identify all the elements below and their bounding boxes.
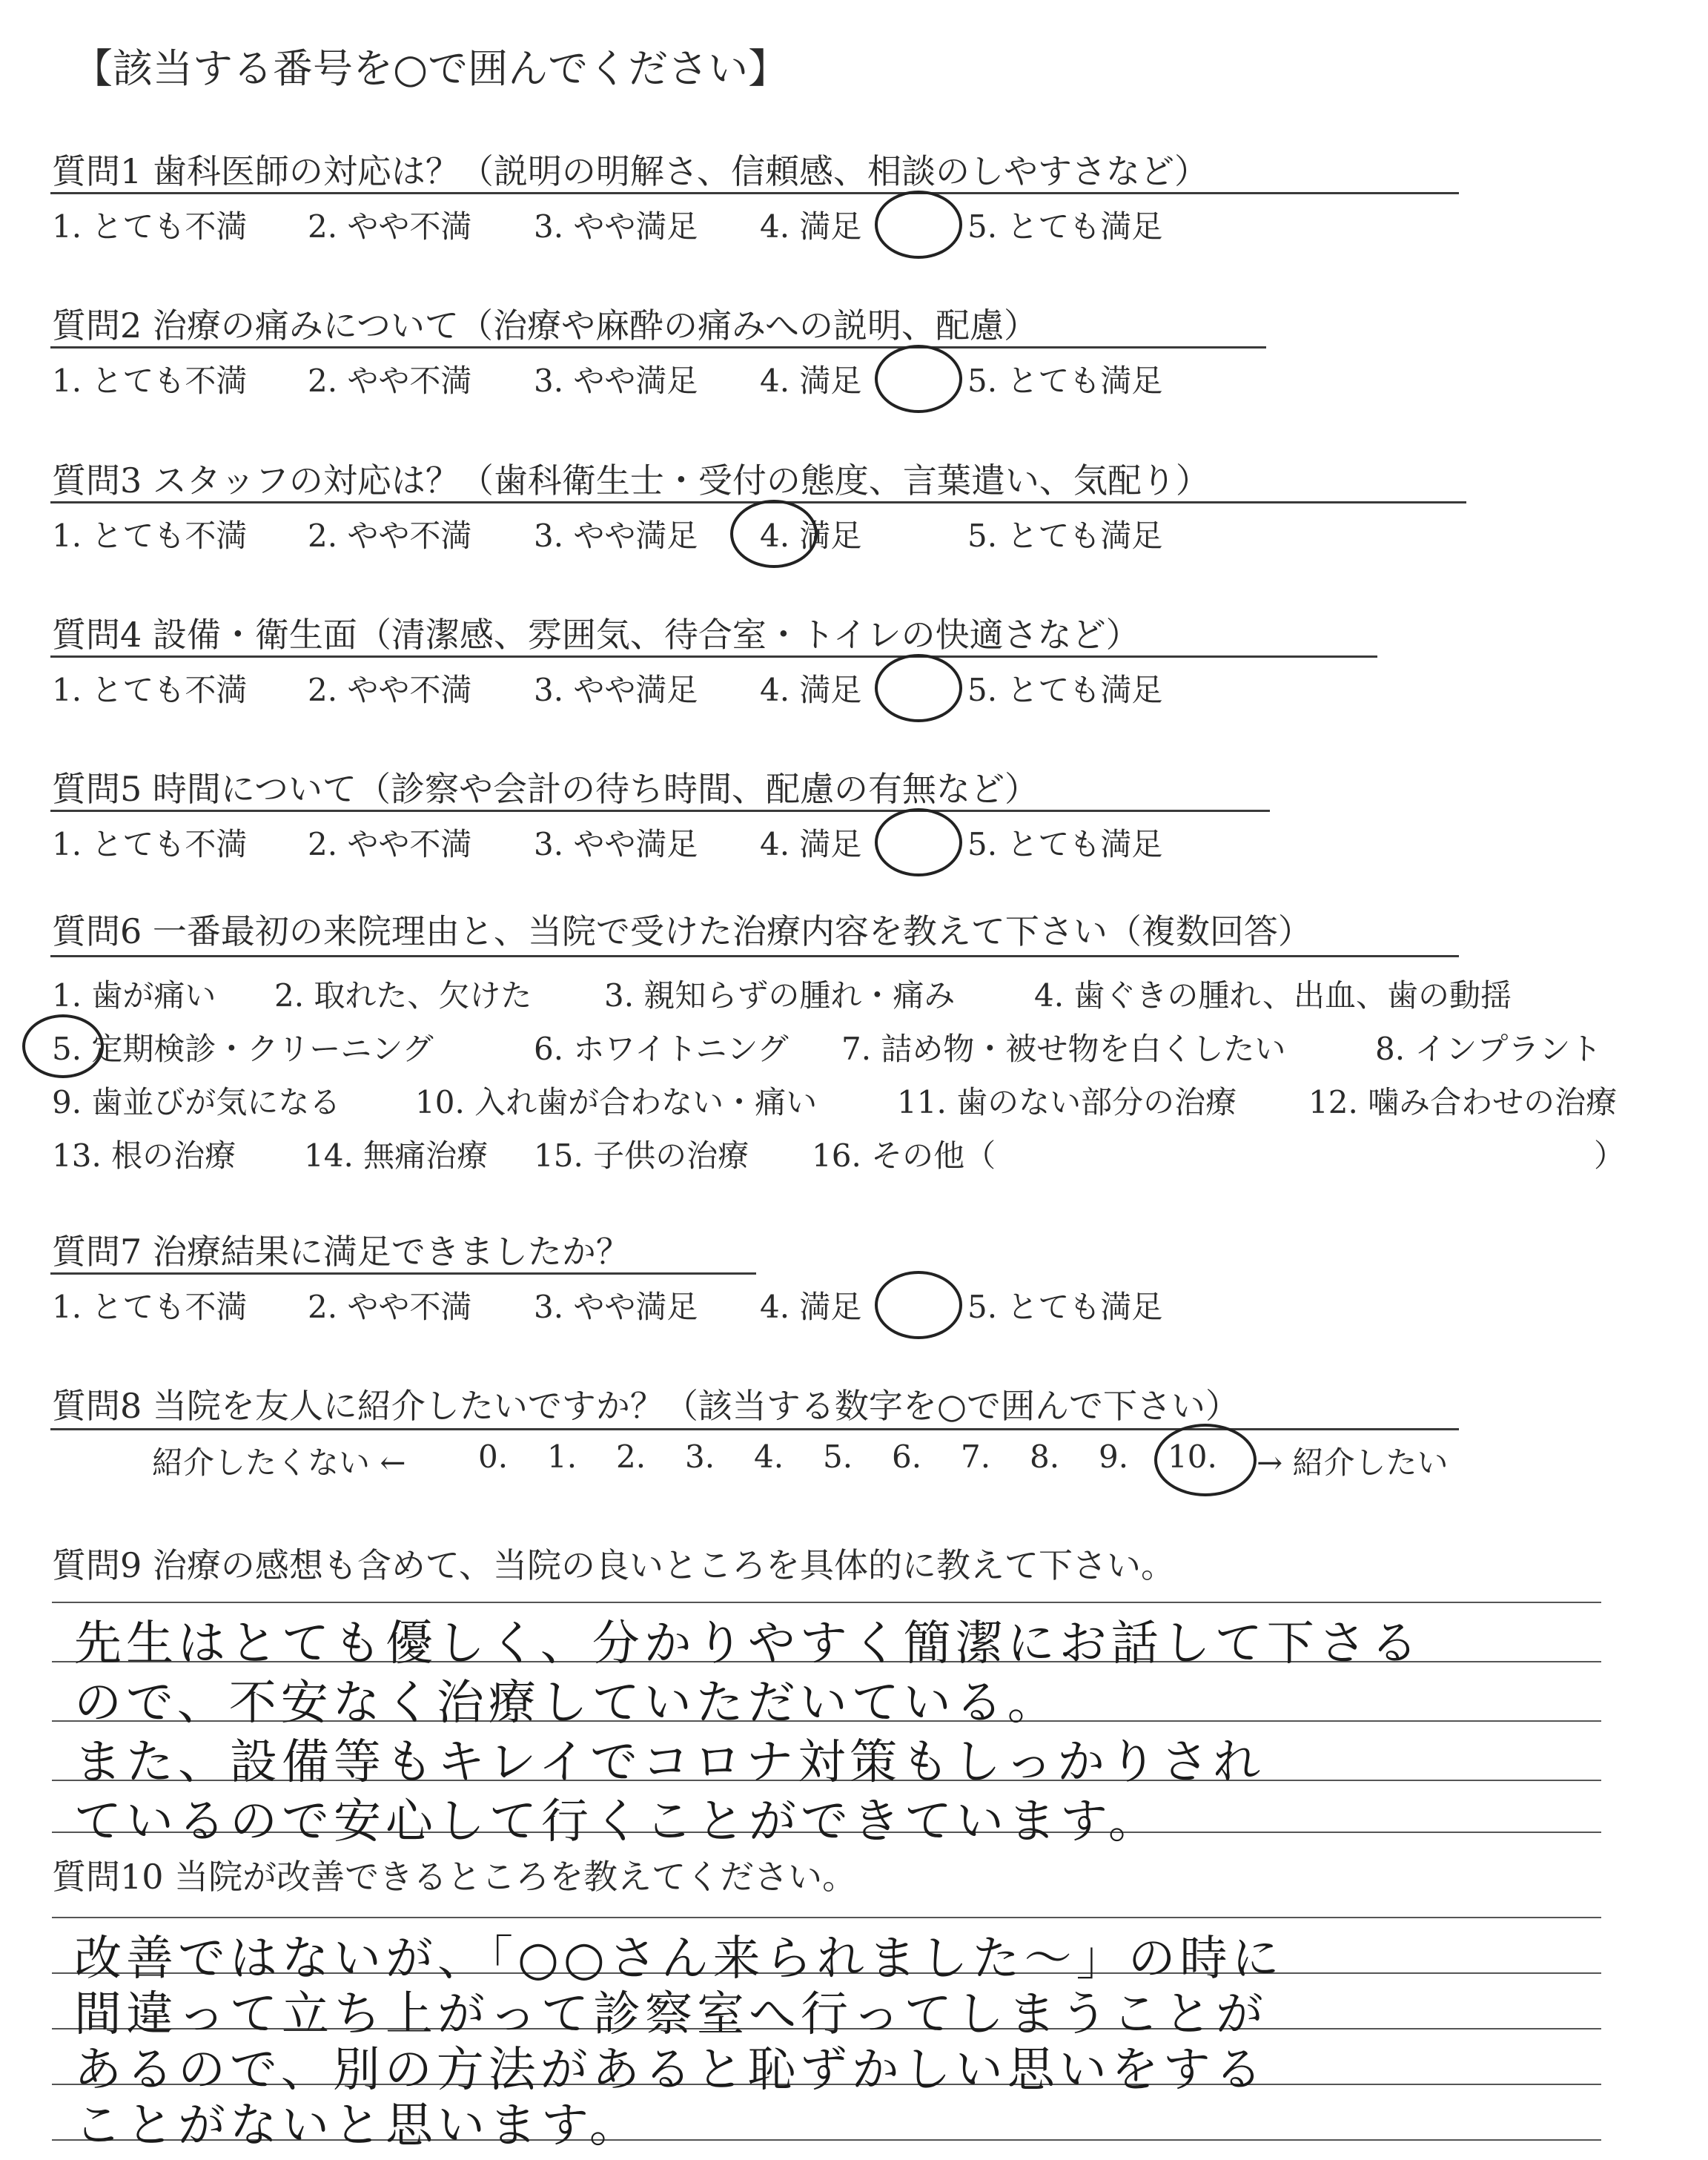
- q4-option-4[interactable]: 4. 満足: [760, 672, 862, 708]
- question-8-title: 質問8 当院を友人に紹介したいですか？（該当する数字を○で囲んで下さい）: [52, 1386, 1240, 1426]
- question-7-underline: [50, 1272, 756, 1275]
- q3-option-1[interactable]: 1. とても不満: [52, 518, 248, 554]
- q6-option[interactable]: 6. ホワイトニング: [534, 1031, 789, 1067]
- q4-option-3[interactable]: 3. やや満足: [534, 672, 698, 708]
- q8-scale-8[interactable]: 8.: [1030, 1439, 1060, 1475]
- q8-scale-1[interactable]: 1.: [547, 1439, 577, 1475]
- question-5-underline: [50, 810, 1270, 812]
- q8-scale-6[interactable]: 6.: [892, 1439, 922, 1475]
- q8-scale-0[interactable]: 0.: [478, 1439, 509, 1475]
- q4-option-5[interactable]: 5. とても満足: [967, 672, 1163, 708]
- question-8-underline: [50, 1428, 1459, 1430]
- question-7-title: 質問7 治療結果に満足できましたか？: [52, 1232, 630, 1272]
- q5-selected-circle: [875, 808, 962, 876]
- q8-scale-3[interactable]: 3.: [685, 1439, 715, 1475]
- q7-option-2[interactable]: 2. やや不満: [308, 1289, 472, 1325]
- q6-option[interactable]: 13. 根の治療: [52, 1137, 236, 1174]
- q1-option-5[interactable]: 5. とても満足: [967, 208, 1163, 245]
- q2-option-1[interactable]: 1. とても不満: [52, 363, 248, 399]
- q2-option-2[interactable]: 2. やや不満: [308, 363, 472, 399]
- q6-option[interactable]: 12. 噛み合わせの治療: [1308, 1084, 1618, 1120]
- q5-option-1[interactable]: 1. とても不満: [52, 826, 248, 862]
- q8-selected-circle: [1154, 1424, 1257, 1496]
- question-1-title: 質問1 歯科医師の対応は？（説明の明解さ、信頼感、相談のしやすさなど）: [52, 151, 1209, 191]
- q6-option[interactable]: 10. 入れ歯が合わない・痛い: [415, 1084, 818, 1120]
- q6-option[interactable]: 14. 無痛治療: [304, 1137, 489, 1174]
- q8-scale-10[interactable]: 10.: [1168, 1439, 1217, 1475]
- answer-line: [52, 1917, 1601, 1918]
- q5-option-2[interactable]: 2. やや不満: [308, 826, 472, 862]
- q6-selected-circle: [22, 1014, 104, 1078]
- q4-option-1[interactable]: 1. とても不満: [52, 672, 248, 708]
- answer-line: [52, 1602, 1601, 1603]
- q1-option-1[interactable]: 1. とても不満: [52, 208, 248, 245]
- q6-option[interactable]: 15. 子供の治療: [534, 1137, 749, 1174]
- q6-close-paren: ）: [1594, 1137, 1626, 1174]
- q6-option[interactable]: 9. 歯並びが気になる: [52, 1084, 341, 1120]
- question-9-title: 質問9 治療の感想も含めて、当院の良いところを具体的に教えて下さい。: [52, 1545, 1175, 1585]
- q3-option-4[interactable]: 4. 満足: [760, 518, 862, 554]
- q2-option-4[interactable]: 4. 満足: [760, 363, 862, 399]
- q10-answer-line: 改善ではないが、「○○さん来られました〜」の時に: [74, 1932, 1284, 1986]
- q7-selected-circle: [875, 1271, 962, 1339]
- q6-option[interactable]: 7. 詰め物・被せ物を白くしたい: [841, 1031, 1286, 1067]
- q5-option-4[interactable]: 4. 満足: [760, 826, 862, 862]
- q3-option-2[interactable]: 2. やや不満: [308, 518, 472, 554]
- q4-selected-circle: [875, 654, 962, 722]
- q9-answer-line: ので、不安なく治療していただいている。: [74, 1676, 1059, 1731]
- q7-option-1[interactable]: 1. とても不満: [52, 1289, 248, 1325]
- q2-selected-circle: [875, 345, 962, 413]
- question-4-title: 質問4 設備・衛生面（清潔感、雰囲気、待合室・トイレの快適さなど）: [52, 615, 1140, 655]
- q8-scale-7[interactable]: 7.: [961, 1439, 991, 1475]
- q1-option-2[interactable]: 2. やや不満: [308, 208, 472, 245]
- q8-scale-9[interactable]: 9.: [1099, 1439, 1129, 1475]
- q8-scale-5[interactable]: 5.: [823, 1439, 853, 1475]
- q7-option-5[interactable]: 5. とても満足: [967, 1289, 1163, 1325]
- question-1-underline: [50, 192, 1459, 194]
- question-6-underline: [50, 955, 1459, 957]
- q10-answer-line: 間違って立ち上がって診察室へ行ってしまうことが: [74, 1987, 1268, 2042]
- q6-option[interactable]: 4. 歯ぐきの腫れ、出血、歯の動揺: [1034, 977, 1512, 1014]
- q8-left-label: 紹介したくない ←: [152, 1444, 406, 1481]
- q6-option[interactable]: 11. 歯のない部分の治療: [897, 1084, 1237, 1120]
- q2-option-3[interactable]: 3. やや満足: [534, 363, 698, 399]
- q3-option-5[interactable]: 5. とても満足: [967, 518, 1163, 554]
- q7-option-3[interactable]: 3. やや満足: [534, 1289, 698, 1325]
- question-6-title: 質問6 一番最初の来院理由と、当院で受けた治療内容を教えて下さい（複数回答）: [52, 911, 1312, 951]
- q4-option-2[interactable]: 2. やや不満: [308, 672, 472, 708]
- question-5-title: 質問5 時間について（診察や会計の待ち時間、配慮の有無など）: [52, 769, 1039, 809]
- q9-answer-line: ているので安心して行くことができています。: [74, 1794, 1160, 1849]
- question-3-title: 質問3 スタッフの対応は？（歯科衛生士・受付の態度、言葉遣い、気配り）: [52, 460, 1210, 501]
- q6-option[interactable]: 8. インプラント: [1375, 1031, 1602, 1067]
- page-title: 【該当する番号を○で囲んでください】: [73, 45, 789, 92]
- q3-option-3[interactable]: 3. やや満足: [534, 518, 698, 554]
- q5-option-3[interactable]: 3. やや満足: [534, 826, 698, 862]
- q9-answer-line: 先生はとても優しく、分かりやすく簡潔にお話して下さる: [74, 1616, 1423, 1671]
- q1-option-4[interactable]: 4. 満足: [760, 208, 862, 245]
- q6-option[interactable]: 3. 親知らずの腫れ・痛み: [604, 977, 956, 1014]
- question-2-title: 質問2 治療の痛みについて（治療や麻酔の痛みへの説明、配慮）: [52, 305, 1039, 346]
- question-4-underline: [50, 655, 1377, 658]
- question-2-underline: [50, 346, 1266, 349]
- q6-option[interactable]: 2. 取れた、欠けた: [274, 977, 532, 1014]
- q10-answer-line: あるので、別の方法があると恥ずかしい思いをする: [74, 2043, 1267, 2098]
- q6-option[interactable]: 16. その他（: [812, 1137, 996, 1174]
- q8-scale-4[interactable]: 4.: [754, 1439, 784, 1475]
- question-10-title: 質問10 当院が改善できるところを教えてください。: [52, 1857, 857, 1897]
- q10-answer-line: ことがないと思います。: [74, 2098, 641, 2153]
- q6-option[interactable]: 1. 歯が痛い: [52, 977, 216, 1014]
- q1-selected-circle: [875, 191, 962, 259]
- q2-option-5[interactable]: 5. とても満足: [967, 363, 1163, 399]
- q6-option[interactable]: 5. 定期検診・クリーニング: [52, 1031, 434, 1067]
- q5-option-5[interactable]: 5. とても満足: [967, 826, 1163, 862]
- q8-right-label: → 紹介したい: [1257, 1444, 1449, 1481]
- q3-selected-circle: [730, 500, 818, 568]
- q9-answer-line: また、設備等もキレイでコロナ対策もしっかりされ: [74, 1735, 1265, 1790]
- q1-option-3[interactable]: 3. やや満足: [534, 208, 698, 245]
- q7-option-4[interactable]: 4. 満足: [760, 1289, 862, 1325]
- q8-scale-2[interactable]: 2.: [616, 1439, 646, 1475]
